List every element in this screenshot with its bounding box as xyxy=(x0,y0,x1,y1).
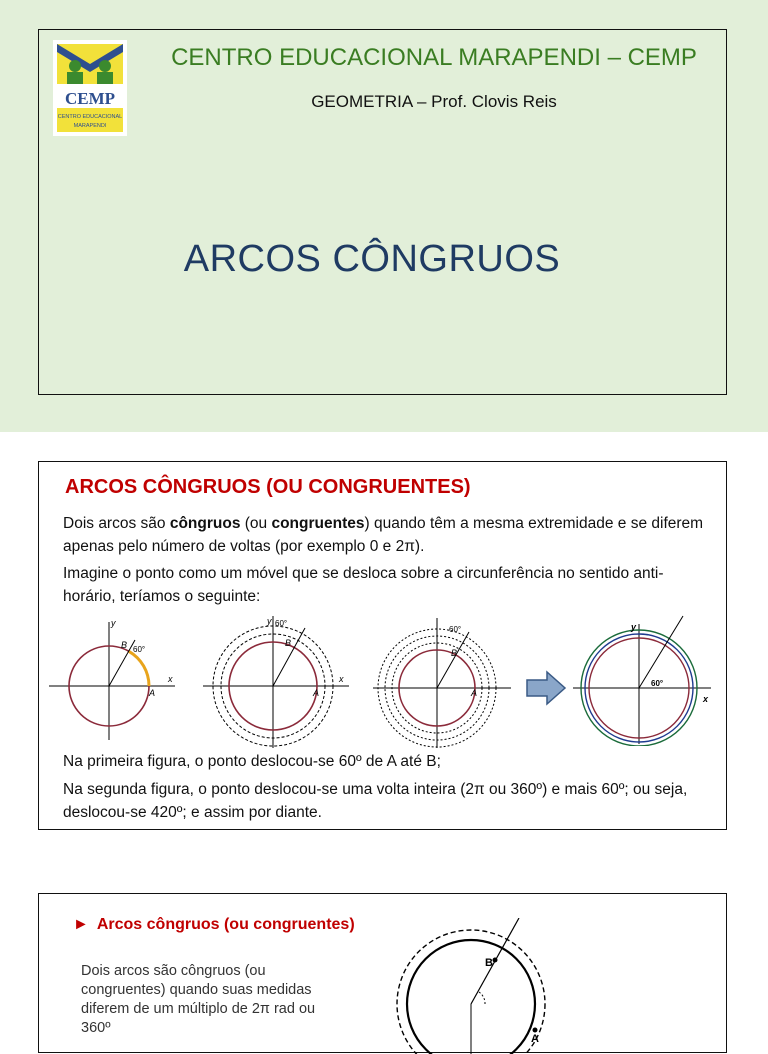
course-subtitle: GEOMETRIA – Prof. Clovis Reis xyxy=(311,92,557,111)
slide3-heading xyxy=(73,916,355,934)
logo-sub1: CENTRO EDUCACIONAL xyxy=(57,114,123,120)
figure-one-turn xyxy=(47,612,177,742)
cemp-logo xyxy=(53,40,127,136)
figure-overlapping-turns xyxy=(567,610,717,746)
slide3-heading-text: Arcos côngruos (ou congruentes) xyxy=(96,916,355,933)
bullet-triangle-icon: ► xyxy=(73,916,89,933)
p1-part: (ou xyxy=(240,515,272,532)
first-figure-note: Na primeira figura, o ponto deslocou-se 60º de A até B; xyxy=(63,753,441,770)
second-figure-note: Na segunda figura, o ponto deslocou-se uma volta inteira (2π ou 360º) e mais 60º; ou seja, deslocou-se 420º; e assim por diante. xyxy=(63,781,688,821)
p1-part: ) quando têm a mesma extremidade e se diferem apenas pelo número de voltas (por exemplo 0 e 2π). xyxy=(63,515,704,555)
slide3-circle-figure xyxy=(395,918,565,1054)
point-a-label: A xyxy=(313,688,320,698)
point-a-label: A xyxy=(471,688,478,698)
x-label: x xyxy=(339,674,344,684)
slide2-heading: ARCOS CÔNGRUOS (OU CONGRUENTES) xyxy=(65,476,471,498)
figure-two-turns xyxy=(201,610,351,750)
x-label: x xyxy=(703,694,709,704)
angle-label: 60° xyxy=(651,679,664,688)
y-label: y xyxy=(111,618,116,628)
angle-label: 60° xyxy=(449,625,462,634)
content-slide-definition xyxy=(38,893,727,1053)
figure-three-turns xyxy=(371,610,521,750)
title-slide xyxy=(38,29,727,395)
angle-label: 60° xyxy=(133,645,146,654)
term-congruentes: congruentes xyxy=(271,515,365,532)
slide-title: ARCOS CÔNGRUOS xyxy=(183,238,561,280)
p1-part: Dois arcos são xyxy=(63,515,170,532)
point-b-label: B xyxy=(451,648,458,658)
imagine-paragraph: Imagine o ponto como um móvel que se desloca sobre a circunferência no sentido anti-horário, teríamos o seguinte: xyxy=(63,565,664,605)
content-slide-arcos xyxy=(38,461,727,830)
logo-text: CEMP xyxy=(64,89,116,108)
x-label: x xyxy=(168,674,173,684)
angle-label: 60° xyxy=(275,619,288,628)
slide3-definition-text: Dois arcos são côngruos (ou congruentes) quando suas medidas diferem de um múltiplo de 2π rad ou 360º xyxy=(81,963,316,1036)
y-label: y xyxy=(267,616,272,626)
logo-sub2: MARAPENDI xyxy=(73,123,107,129)
point-b-label: B xyxy=(285,638,292,648)
school-name: CENTRO EDUCACIONAL MARAPENDI – CEMP xyxy=(171,44,697,71)
point-a-label: A xyxy=(149,688,156,698)
point-b-label: B xyxy=(485,957,493,969)
term-congruos: côngruos xyxy=(169,515,241,532)
definition-paragraph xyxy=(63,512,713,558)
y-label: y xyxy=(631,622,637,632)
point-a-label: A xyxy=(531,1033,539,1045)
point-b-label: B xyxy=(121,640,128,650)
right-arrow-icon xyxy=(525,670,567,706)
